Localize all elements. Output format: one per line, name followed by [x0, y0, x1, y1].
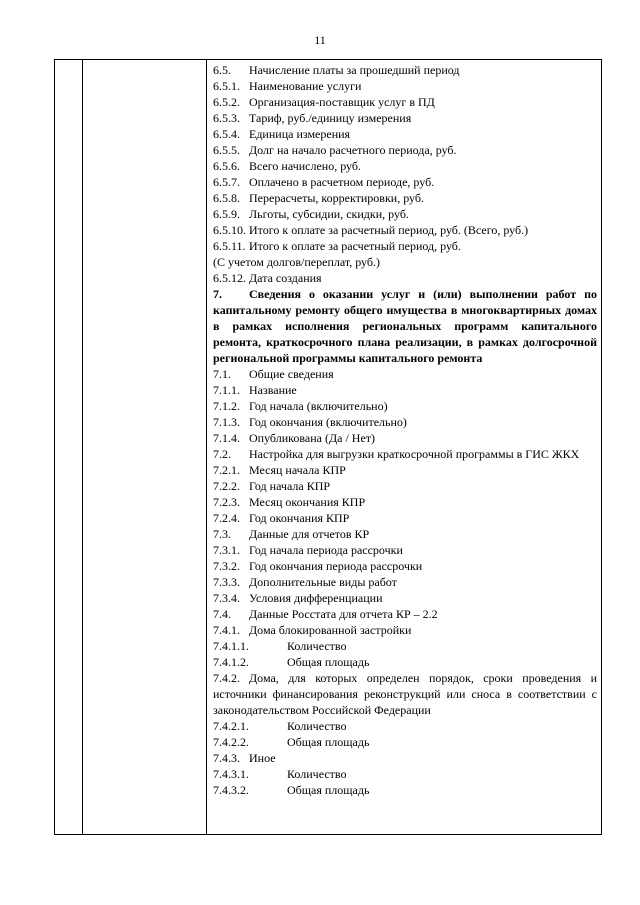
list-item: [213, 622, 597, 638]
item-number: 7.1.4.: [213, 431, 240, 445]
item-text: Иное: [249, 751, 276, 765]
item-text: Количество: [287, 719, 347, 733]
item-number: 6.5.11.: [213, 239, 246, 253]
list-item: [213, 158, 597, 174]
list-item: [213, 414, 597, 430]
list-item: [213, 606, 597, 622]
item-text: Настройка для выгрузки краткосрочной программы в ГИС ЖКХ: [249, 447, 580, 461]
item-text: Год окончания (включительно): [249, 415, 407, 429]
item-number: 7.4.2.2.: [213, 735, 249, 749]
item-text: Условия дифференциации: [249, 591, 383, 605]
item-number: 7.4.3.2.: [213, 783, 249, 797]
item-text: Всего начислено, руб.: [249, 159, 362, 173]
list-item: [213, 462, 597, 478]
item-text: Наименование услуги: [249, 79, 362, 93]
list-item: [213, 190, 597, 206]
item-number: 7.2.: [213, 447, 231, 461]
item-number: 7.4.2.1.: [213, 719, 249, 733]
item-number: 7.4.1.: [213, 623, 240, 637]
item-text: Год начала КПР: [249, 479, 331, 493]
item-number: 7.1.2.: [213, 399, 240, 413]
item-number: 7.1.3.: [213, 415, 240, 429]
section-number: 7.: [213, 287, 222, 301]
list-item: [213, 558, 597, 574]
item-text: Организация-поставщик услуг в ПД: [249, 95, 435, 109]
item-number: 6.5.3.: [213, 111, 240, 125]
item-text: Дома блокированной застройки: [249, 623, 412, 637]
item-number: 7.4.1.1.: [213, 639, 249, 653]
item-number: 6.5.12.: [213, 271, 246, 285]
item-text: (С учетом долгов/переплат, руб.): [213, 255, 380, 269]
list-item: [213, 254, 597, 270]
item-number: 6.5.10.: [213, 223, 246, 237]
item-text: Месяц начала КПР: [249, 463, 346, 477]
item-text: Количество: [287, 639, 347, 653]
list-item: [213, 766, 597, 782]
list-item: [213, 110, 597, 126]
item-number: 7.2.4.: [213, 511, 240, 525]
item-text: Название: [249, 383, 297, 397]
list-item: [213, 94, 597, 110]
item-text: Итого к оплате за расчетный период, руб.: [249, 239, 461, 253]
item-text: Год окончания КПР: [249, 511, 350, 525]
item-number: 7.4.: [213, 607, 231, 621]
item-text: Долг на начало расчетного периода, руб.: [249, 143, 457, 157]
list-item: [213, 526, 597, 542]
item-number: 6.5.8.: [213, 191, 240, 205]
item-text: Итого к оплате за расчетный период, руб. (Всего, руб.): [249, 223, 529, 237]
list-item: [213, 510, 597, 526]
item-text: Начисление платы за прошедший период: [249, 63, 460, 77]
item-number: 7.3.1.: [213, 543, 240, 557]
item-text: Год начала (включительно): [249, 399, 388, 413]
page-number: 11: [314, 33, 326, 47]
item-number: 7.2.1.: [213, 463, 240, 477]
item-text: Общая площадь: [287, 735, 370, 749]
item-number: 7.3.4.: [213, 591, 240, 605]
item-number: 7.1.1.: [213, 383, 240, 397]
item-number: 7.2.2.: [213, 479, 240, 493]
list-item: [213, 270, 597, 286]
item-number: 7.3.3.: [213, 575, 240, 589]
item-text: Дома, для которых определен порядок, сроки проведения и источники финансирования реконструкций или сноса в соответствии с законодательством Российской Федерации: [213, 671, 597, 717]
list-item: [213, 142, 597, 158]
section-6-5-list: [213, 62, 597, 286]
item-text: Данные для отчетов КР: [249, 527, 370, 541]
list-item: [213, 398, 597, 414]
item-text: Год начала периода рассрочки: [249, 543, 403, 557]
list-item: [213, 494, 597, 510]
list-item: [213, 478, 597, 494]
document-table: [54, 59, 602, 835]
item-number: 7.3.: [213, 527, 231, 541]
item-number: 6.5.5.: [213, 143, 240, 157]
item-number: 7.3.2.: [213, 559, 240, 573]
table-content-cell: [213, 62, 597, 798]
item-text: Дата создания: [249, 271, 322, 285]
list-item: [213, 62, 597, 78]
list-item: [213, 782, 597, 798]
list-item: [213, 222, 597, 238]
item-text: Тариф, руб./единицу измерения: [249, 111, 412, 125]
item-number: 7.4.3.1.: [213, 767, 249, 781]
list-item: [213, 654, 597, 670]
list-item: [213, 718, 597, 734]
item-text: Год окончания периода рассрочки: [249, 559, 423, 573]
list-item: [213, 750, 597, 766]
item-number: 7.4.2.: [213, 671, 240, 685]
item-number: 6.5.7.: [213, 175, 240, 189]
item-text: Опубликована (Да / Нет): [249, 431, 376, 445]
item-text: Общая площадь: [287, 783, 370, 797]
list-item: [213, 238, 597, 254]
item-text: Оплачено в расчетном периоде, руб.: [249, 175, 435, 189]
item-text: Месяц окончания КПР: [249, 495, 366, 509]
item-text: Дополнительные виды работ: [249, 575, 397, 589]
item-number: 6.5.: [213, 63, 231, 77]
item-text: Единица измерения: [249, 127, 351, 141]
list-item: [213, 590, 597, 606]
list-item: [213, 126, 597, 142]
column-divider: [82, 60, 83, 834]
item-text: Льготы, субсидии, скидки, руб.: [249, 207, 409, 221]
item-number: 7.1.: [213, 367, 231, 381]
item-number: 7.4.3.: [213, 751, 240, 765]
list-item: [213, 206, 597, 222]
item-number: 6.5.1.: [213, 79, 240, 93]
item-text: Общая площадь: [287, 655, 370, 669]
section-7-heading: [213, 286, 597, 366]
list-item: [213, 542, 597, 558]
list-item: [213, 366, 597, 382]
list-item: [213, 430, 597, 446]
list-item: [213, 574, 597, 590]
section-7-4-2-list: [213, 718, 597, 798]
list-item: [213, 382, 597, 398]
item-number: 6.5.2.: [213, 95, 240, 109]
item-number: 6.5.6.: [213, 159, 240, 173]
column-divider: [206, 60, 207, 834]
list-item: [213, 734, 597, 750]
list-item: [213, 638, 597, 654]
list-item: [213, 78, 597, 94]
list-item: [213, 670, 597, 718]
list-item: [213, 446, 597, 462]
item-text: Данные Росстата для отчета КР – 2.2: [249, 607, 438, 621]
list-item: [213, 174, 597, 190]
section-title: Сведения о оказании услуг и (или) выполнении работ по капитальному ремонту общего имущества в многоквартирных домах в рамках исполнения региональных программ капитального ремонта, краткосрочного плана реализации, в рамках долгосрочной региональной программы капитального ремонта: [213, 287, 597, 365]
item-text: Общие сведения: [249, 367, 334, 381]
item-number: 6.5.9.: [213, 207, 240, 221]
item-number: 7.4.1.2.: [213, 655, 249, 669]
item-text: Перерасчеты, корректировки, руб.: [249, 191, 424, 205]
item-number: 6.5.4.: [213, 127, 240, 141]
item-text: Количество: [287, 767, 347, 781]
item-number: 7.2.3.: [213, 495, 240, 509]
section-7-2-list: [213, 462, 597, 670]
section-7-1-list: [213, 366, 597, 446]
